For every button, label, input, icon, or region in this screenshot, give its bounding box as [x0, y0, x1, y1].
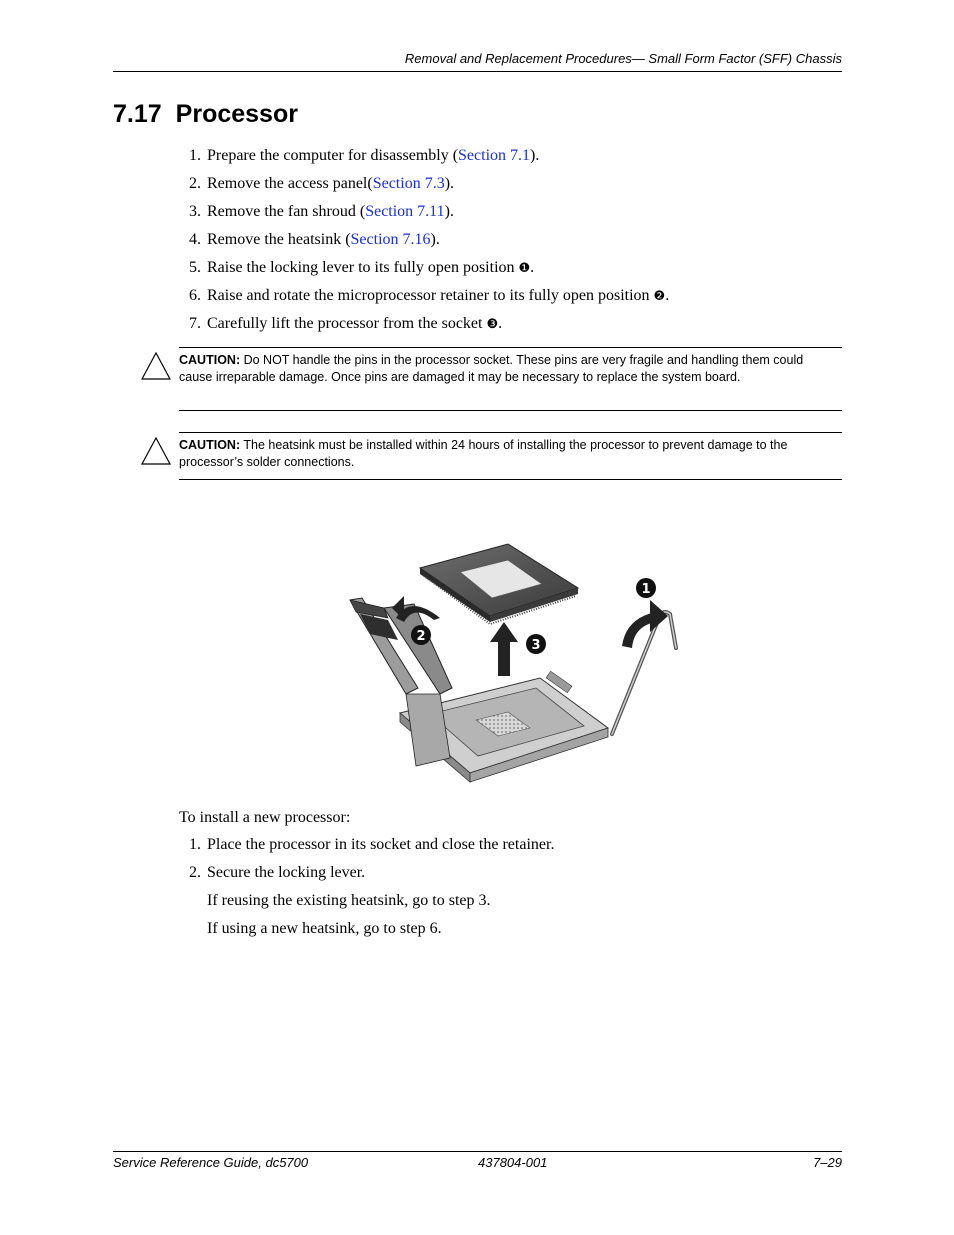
microprocessor-retainer [350, 598, 452, 766]
footer-rule [113, 1151, 842, 1152]
callout-1-marker [636, 578, 656, 598]
install-note: If reusing the existing heatsink, go to step 3. [207, 892, 491, 909]
running-header: Removal and Replacement Procedures— Small Form Factor (SFF) Chassis [404, 51, 842, 66]
removal-step: 3. Remove the fan shroud (Section 7.11). [189, 203, 454, 220]
removal-step: 1. Prepare the computer for disassembly (Section 7.1). [189, 147, 540, 164]
callout-3-marker [526, 634, 546, 654]
footer-part-number: 437804-001 [478, 1155, 548, 1170]
header-rule [113, 71, 842, 72]
page-number: 7–29 [813, 1155, 842, 1170]
caution-text: The heatsink must be installed within 24 hours of installing the processor to prevent damage to the processor’s solder connections. [179, 438, 788, 469]
caution-label: CAUTION: [179, 353, 241, 367]
install-intro: To install a new processor: [179, 809, 351, 826]
section-heading [113, 100, 298, 129]
caution-box [140, 347, 842, 411]
section-link-7-1[interactable]: Section 7.1 [458, 147, 531, 164]
svg-text:1: 1 [641, 582, 651, 597]
callout-2-icon: ❷ [653, 289, 666, 304]
caution-triangle-icon [140, 351, 172, 381]
caution-text: Do NOT handle the pins in the processor socket. These pins are very fragile and handling them could cause irreparable damage. Once pins are damaged it may be necessary to replace the system board. [179, 353, 804, 384]
footer-guide-title: Service Reference Guide, dc5700 [113, 1155, 309, 1170]
caution-triangle-icon [140, 436, 172, 466]
removal-step: 7. Carefully lift the processor from the socket ❸. [189, 315, 503, 332]
removal-step: 5. Raise the locking lever to its fully open position ❶. [189, 259, 535, 276]
removal-step: 6. Raise and rotate the microprocessor retainer to its fully open position ❷. [189, 287, 670, 304]
caution-box [140, 432, 842, 480]
section-link-7-16[interactable]: Section 7.16 [350, 231, 431, 248]
section-link-7-11[interactable]: Section 7.11 [365, 203, 445, 220]
processor-chip [420, 544, 578, 624]
removal-step: 4. Remove the heatsink (Section 7.16). [189, 231, 440, 248]
section-link-7-3[interactable]: Section 7.3 [372, 175, 445, 192]
install-step: 2. Secure the locking lever. [189, 864, 366, 881]
svg-text:2: 2 [416, 629, 426, 644]
install-step: 1. Place the processor in its socket and close the retainer. [189, 836, 555, 853]
install-note: If using a new heatsink, go to step 6. [207, 920, 442, 937]
callout-2-marker [411, 625, 431, 645]
section-title: Processor [175, 100, 298, 128]
locking-lever [612, 612, 676, 734]
callout-1-icon: ❶ [518, 261, 531, 276]
caution-label: CAUTION: [179, 438, 241, 452]
removal-step: 2. Remove the access panel(Section 7.3). [189, 175, 455, 192]
arrow-lever-icon [622, 600, 668, 648]
arrow-lift-icon [490, 622, 518, 676]
callout-3-icon: ❸ [486, 317, 499, 332]
svg-text:3: 3 [531, 638, 541, 653]
section-number: 7.17 [113, 100, 162, 128]
processor-removal-figure [340, 538, 700, 788]
